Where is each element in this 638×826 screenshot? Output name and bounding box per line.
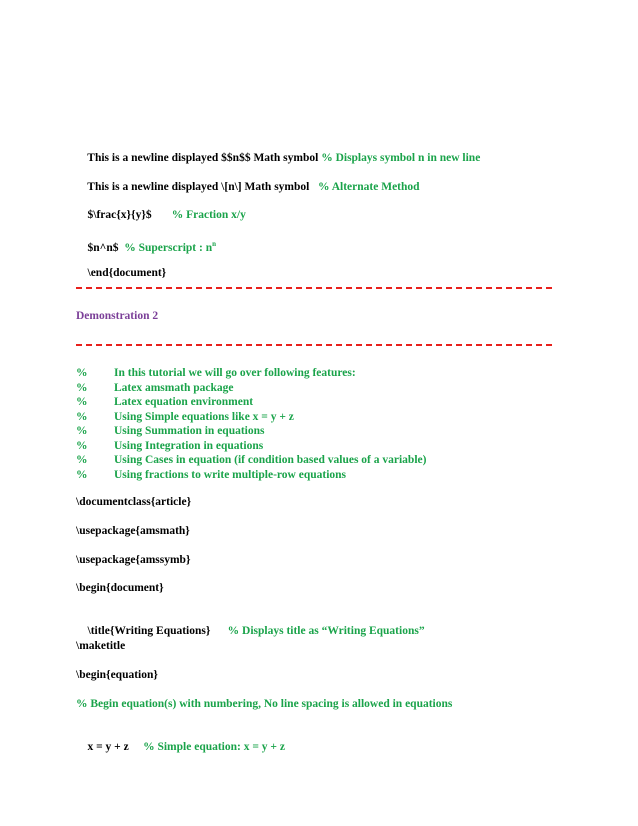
feature-line [76, 439, 263, 454]
feature-line [76, 395, 253, 410]
feature-line [76, 453, 426, 468]
comment-percent: % [76, 454, 88, 466]
feature-text: Using Summation in equations [114, 425, 265, 437]
begin-document-line: \begin{document} [76, 582, 164, 594]
feature-line [76, 468, 346, 483]
superscript-comment-text: % Superscript : n [124, 241, 213, 254]
feature-line [76, 381, 233, 396]
maketitle-line: \maketitle [76, 640, 126, 652]
end-document-code: \end{document} [87, 267, 167, 279]
equation-comment-line: % Begin equation(s) with numbering, No line spacing is allowed in equations [76, 698, 453, 710]
dashed-separator-bottom [76, 344, 552, 346]
feature-text: Latex amsmath package [114, 381, 234, 394]
comment-percent: % [76, 396, 88, 408]
simple-equation-code: x = y + z [87, 741, 144, 753]
newline-bracket-comment: % Alternate Method [317, 181, 420, 193]
fraction-code: $\frac{x}{y}$ [87, 209, 172, 221]
comment-percent: % [76, 367, 88, 379]
title-code: \title{Writing Equations} [87, 625, 228, 637]
feature-text: Using Cases in equation (if condition based values of a variable) [114, 454, 427, 466]
newline-dollar-comment: % Displays symbol n in new line [321, 152, 481, 164]
feature-text: Using Integration in equations [114, 439, 264, 452]
feature-text: Using Simple equations like x = y + z [114, 410, 294, 423]
newline-bracket-code: This is a newline displayed \[n\] Math symbol [87, 181, 318, 193]
feature-text: Using fractions to write multiple-row equations [114, 468, 347, 481]
feature-line [76, 410, 294, 425]
feature-text: In this tutorial we will go over following features: [114, 367, 356, 379]
comment-percent: % [76, 439, 88, 452]
feature-line [76, 424, 265, 439]
simple-equation-line [76, 726, 285, 768]
demo-heading: Demonstration 2 [76, 310, 159, 322]
fraction-comment: % Fraction x/y [171, 209, 246, 221]
feature-line [76, 366, 356, 381]
newline-dollar-code: This is a newline displayed $$n$$ Math symbol [87, 152, 322, 164]
superscript-code: $n^n$ [87, 241, 125, 254]
comment-percent: % [76, 468, 88, 481]
dashed-separator-top [76, 287, 552, 289]
begin-equation-line: \begin{equation} [76, 669, 158, 681]
superscript-comment-exponent: n [212, 240, 216, 248]
usepackage-amssymb-line: \usepackage{amssymb} [76, 554, 191, 566]
feature-text: Latex equation environment [114, 396, 254, 408]
usepackage-amsmath-line: \usepackage{amsmath} [76, 525, 190, 537]
simple-equation-comment: % Simple equation: x = y + z [143, 741, 285, 753]
comment-percent: % [76, 425, 88, 437]
title-line [76, 610, 425, 652]
documentclass-line: \documentclass{article} [76, 496, 192, 508]
title-comment: % Displays title as “Writing Equations” [227, 625, 425, 637]
comment-percent: % [76, 381, 88, 394]
comment-percent: % [76, 410, 88, 423]
